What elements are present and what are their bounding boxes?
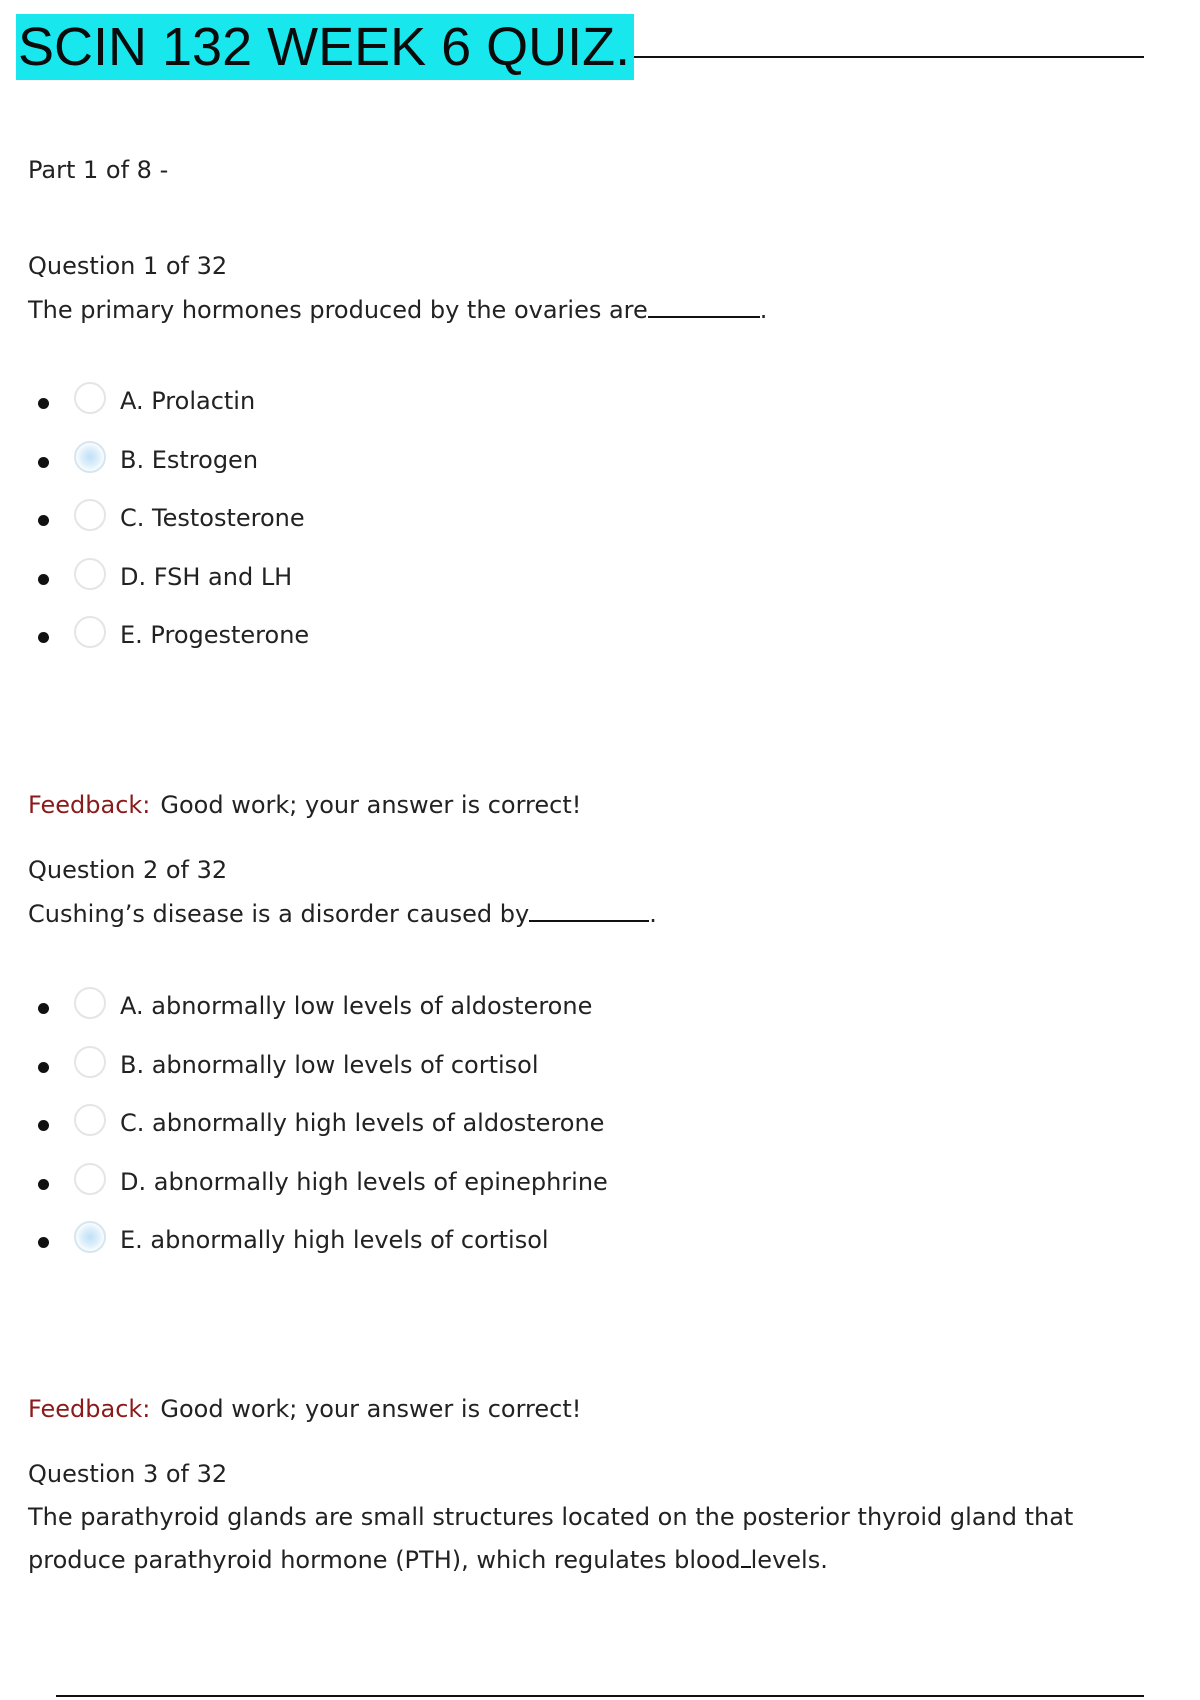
answer-blank [741, 1544, 751, 1568]
bullet-icon [38, 574, 49, 585]
question-3-prompt-end: levels. [750, 1546, 828, 1574]
question-1-feedback [28, 790, 581, 820]
question-1-prompt-end: . [759, 296, 768, 324]
bullet-icon [38, 457, 49, 468]
bullet-icon [38, 1120, 49, 1131]
option-label: E. abnormally high levels of cortisol [120, 1226, 549, 1254]
radio-button-selected[interactable] [74, 441, 106, 473]
question-3-prompt-line-1: The parathyroid glands are small structures located on the posterior thyroid gland that [28, 1503, 1074, 1531]
question-2-feedback [28, 1394, 581, 1424]
title-block [16, 14, 1144, 82]
bullet-icon [38, 1179, 49, 1190]
radio-button[interactable] [74, 558, 106, 590]
radio-button[interactable] [74, 616, 106, 648]
radio-button[interactable] [74, 1046, 106, 1078]
radio-button[interactable] [74, 1163, 106, 1195]
question-1-header: Question 1 of 32 [28, 252, 228, 280]
feedback-label: Feedback: [28, 1395, 151, 1423]
option-label: E. Progesterone [120, 621, 310, 649]
question-3-prompt-line-2 [28, 1544, 828, 1575]
radio-button[interactable] [74, 1104, 106, 1136]
option-label: D. FSH and LH [120, 562, 293, 591]
question-2-prompt-text: Cushing’s disease is a disorder caused by [28, 900, 530, 928]
option-label: C. Testosterone [120, 504, 305, 532]
answer-blank [529, 898, 649, 922]
bullet-icon [38, 1237, 49, 1248]
question-2-prompt-end: . [649, 900, 657, 928]
bullet-icon [38, 515, 49, 526]
bullet-icon [38, 1003, 49, 1014]
option-label: A. Prolactin [120, 387, 256, 415]
bullet-icon [38, 1062, 49, 1073]
feedback-text: Good work; your answer is correct! [160, 791, 582, 819]
question-2-prompt [28, 898, 657, 929]
radio-button[interactable] [74, 499, 106, 531]
question-3-prompt-start: produce parathyroid hormone (PTH), which regulates blood [28, 1546, 741, 1574]
radio-button-selected[interactable] [74, 1221, 106, 1253]
question-1-prompt-text: The primary hormones produced by the ovaries are [28, 296, 648, 324]
radio-button[interactable] [74, 382, 106, 414]
answer-blank [648, 294, 760, 318]
option-label: B. Estrogen [120, 445, 259, 474]
feedback-label: Feedback: [28, 791, 151, 819]
option-label: A. abnormally low levels of aldosterone [120, 992, 593, 1020]
option-label: B. abnormally low levels of cortisol [120, 1050, 539, 1079]
radio-button[interactable] [74, 987, 106, 1019]
bullet-icon [38, 398, 49, 409]
bullet-icon [38, 632, 49, 643]
option-label: D. abnormally high levels of epinephrine [120, 1167, 608, 1196]
option-label: C. abnormally high levels of aldosterone [120, 1109, 605, 1137]
question-2-header: Question 2 of 32 [28, 856, 228, 884]
question-3-header: Question 3 of 32 [28, 1460, 228, 1488]
page-title: SCIN 132 WEEK 6 QUIZ. [16, 14, 634, 80]
page-bottom-rule [56, 1695, 1144, 1697]
part-indicator: Part 1 of 8 - [28, 156, 169, 184]
feedback-text: Good work; your answer is correct! [160, 1395, 582, 1423]
question-1-prompt [28, 294, 767, 325]
